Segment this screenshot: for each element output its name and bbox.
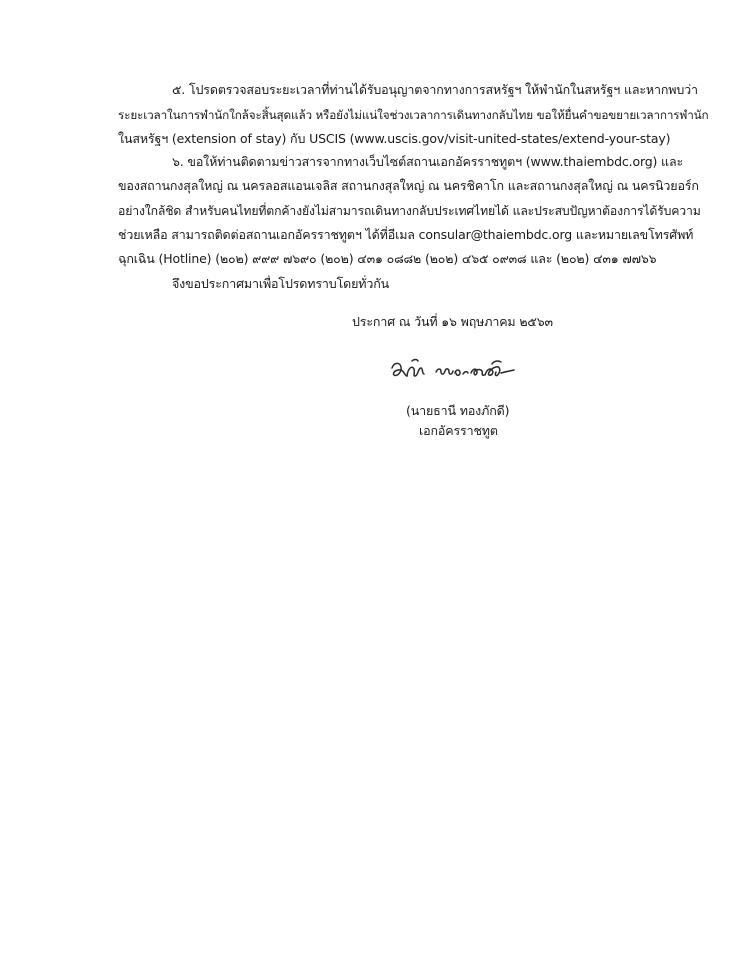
paragraph-5-line-3: ในสหรัฐฯ (extension of stay) กับ USCIS (www.uscis.gov/visit-united-states/extend-your-stay): [118, 131, 671, 146]
handwritten-signature: [388, 356, 524, 384]
paragraph-6-line-2: ของสถานกงสุลใหญ่ ณ นครลอสแอนเจลิส สถานกงสุลใหญ่ ณ นครชิคาโก และสถานกงสุลใหญ่ ณ นครนิวยอร์ก: [118, 178, 699, 193]
paragraph-6-line-1: ๖. ขอให้ท่านติดตามข่าวสารจากทางเว็บไซต์สถานเอกอัครราชทูตฯ (www.thaiembdc.org) และ: [172, 154, 684, 169]
signer-name: (นายธานี ทองภักดี): [406, 403, 510, 418]
closing-statement: จึงขอประกาศมาเพื่อโปรดทราบโดยทั่วกัน: [172, 276, 390, 291]
paragraph-5-line-2: ระยะเวลาในการพำนักใกล้จะสิ้นสุดแล้ว หรือยังไม่แน่ใจช่วงเวลาการเดินทางกลับไทย ขอให้ยื่นคำขอขยายเวลาการพำนัก: [118, 108, 709, 122]
paragraph-5-line-1: ๕. โปรดตรวจสอบระยะเวลาที่ท่านได้รับอนุญาตจากทางการสหรัฐฯ ให้พำนักในสหรัฐฯ และหากพบว่า: [172, 82, 698, 97]
announcement-date: ประกาศ ณ วันที่ ๑๖ พฤษภาคม ๒๕๖๓: [352, 314, 553, 329]
paragraph-6-line-5: ฉุกเฉิน (Hotline) (๒๐๒) ๙๙๙ ๗๖๙๐ (๒๐๒) ๔๓๑ ๐๘๘๒ (๒๐๒) ๔๖๕ ๐๙๓๘ และ (๒๐๒) ๔๓๑ ๗๗๖๖: [118, 251, 657, 266]
paragraph-6-line-3: อย่างใกล้ชิด สำหรับคนไทยที่ตกค้างยังไม่สามารถเดินทางกลับประเทศไทยได้ และประสบปัญหาต้องการได้รับความ: [118, 204, 701, 218]
paragraph-6-line-4: ช่วยเหลือ สามารถติดต่อสถานเอกอัครราชทูตฯ ได้ที่อีเมล consular@thaiembdc.org และหมายเลขโทรศัพท์: [118, 227, 694, 242]
signer-title: เอกอัครราชทูต: [419, 423, 498, 438]
